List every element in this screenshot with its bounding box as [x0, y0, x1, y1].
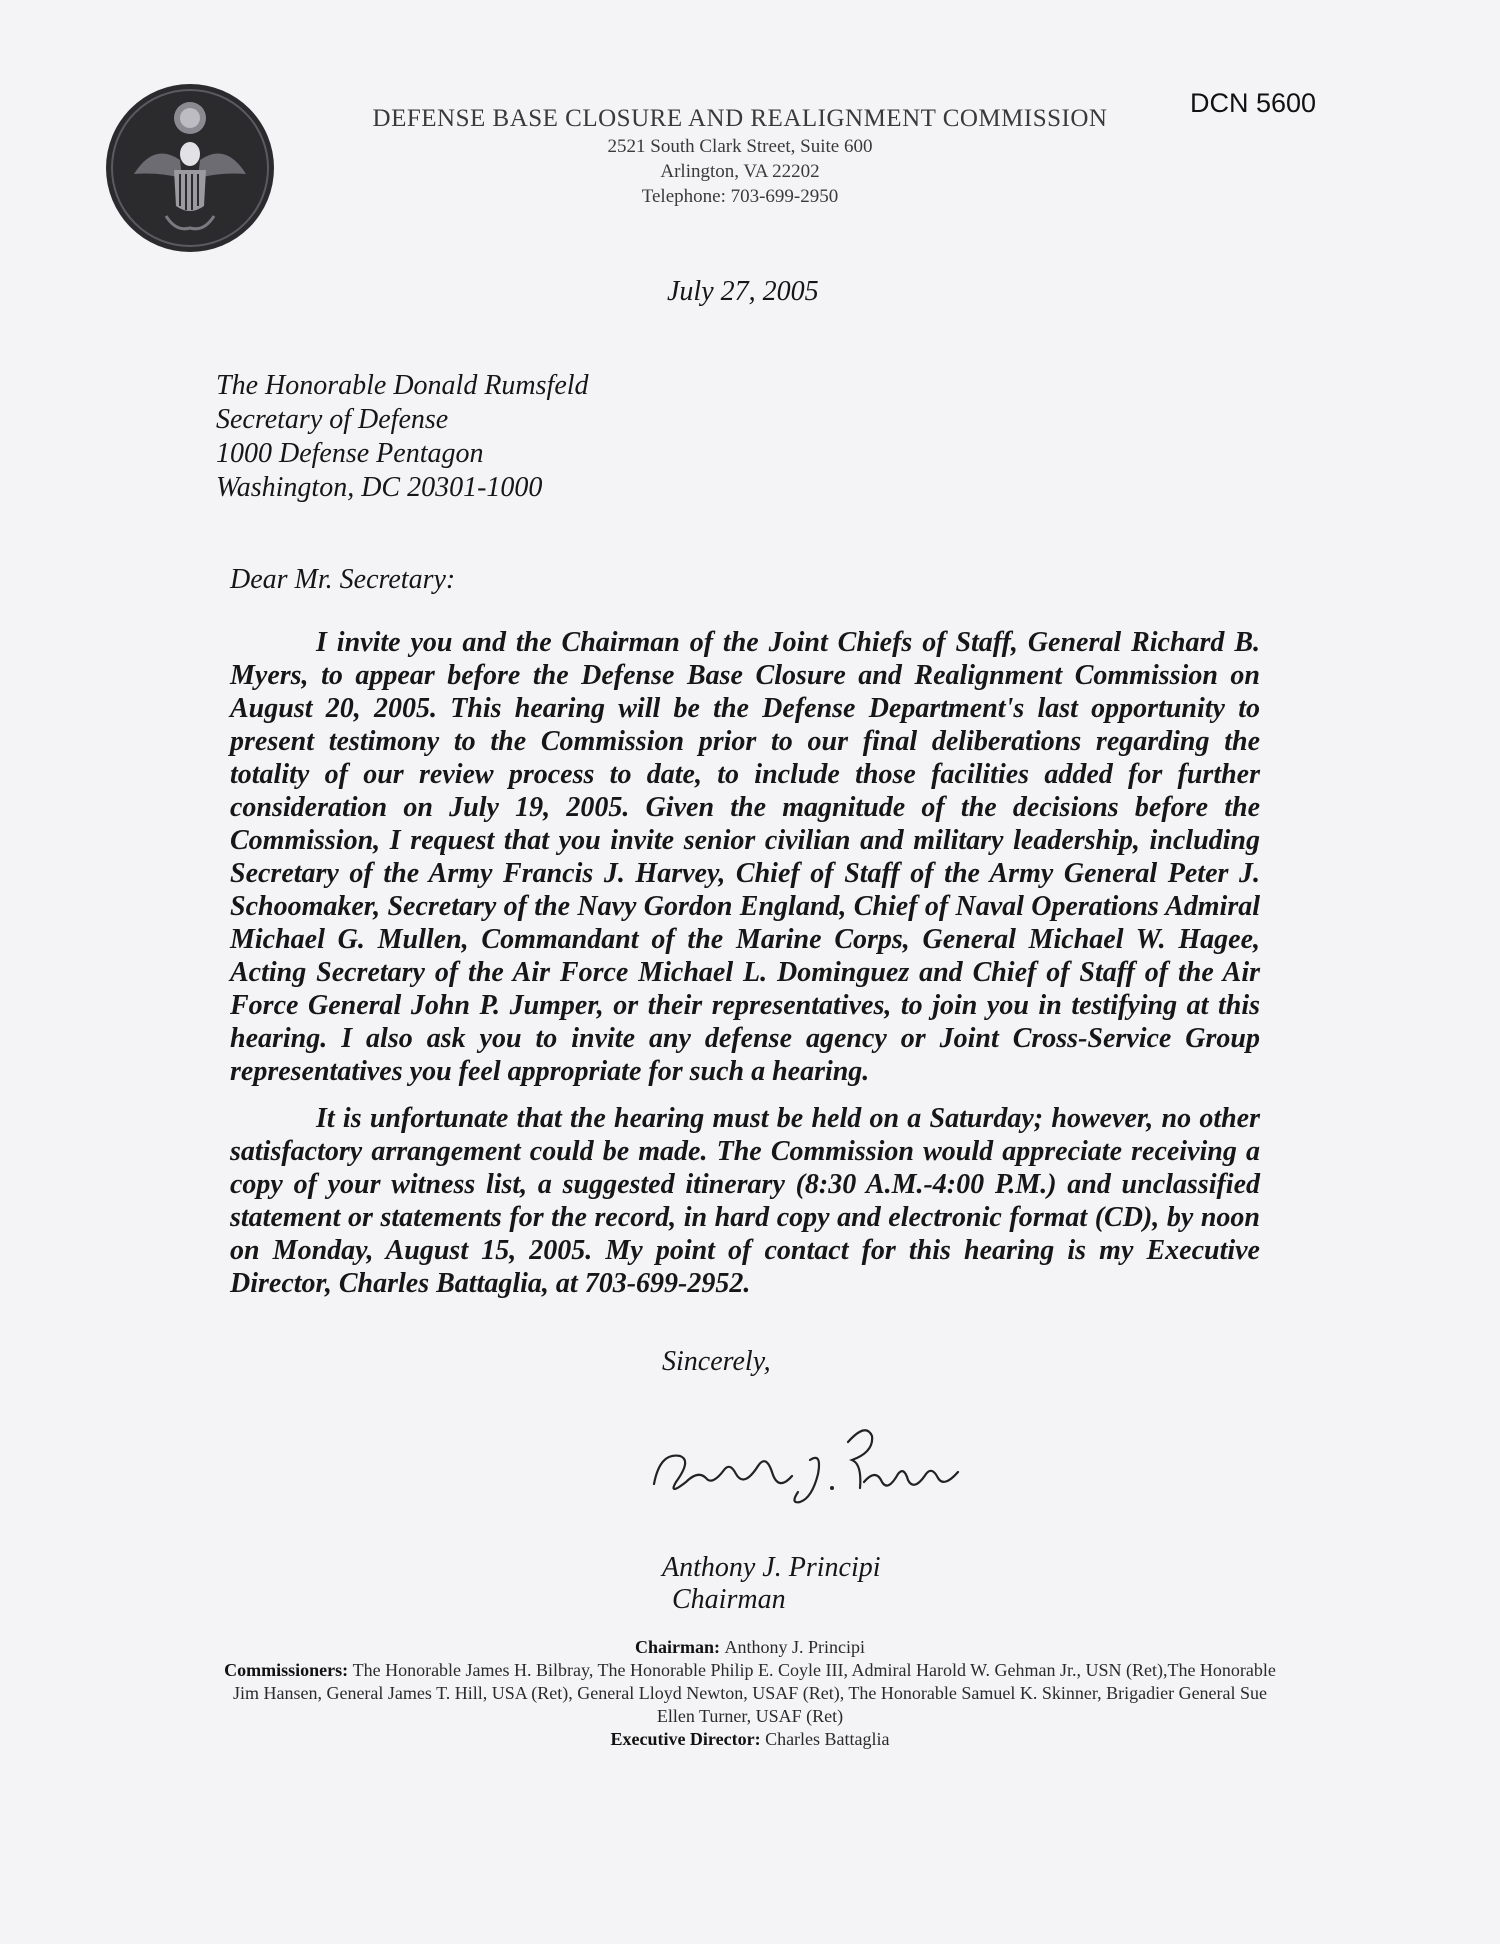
- document-control-number: DCN 5600: [1190, 88, 1317, 118]
- footer-director-line: Executive Director: Charles Battaglia: [610, 1729, 890, 1749]
- address-city: Arlington, VA 22202: [660, 161, 820, 182]
- body-paragraph: I invite you and the Chairman of the Joint Chiefs of Staff, General Richard B. Myers, to appear before the Defense Base Closure and Realignment Commission on August 20, 2005. This hearing will be the Defense Department's last opportunity to present testimony to the Commission prior to our final deliberations regarding the totality of our review process to date, to include those facilities added for further consideration on July 19, 2005. Given the magnitude of the decisions before the Commission, I request that you invite senior civilian and military leadership, including Secretary of the Army Francis J. Harvey, Chief of Staff of the Army General Peter J. Schoomaker, Secretary of the Navy Gordon England, Chief of Naval Operations Admiral Michael G. Mullen, Commandant of the Marine Corps, General Michael W. Hagee, Acting Secretary of the Air Force Michael L. Dominguez and Chief of Staff of the Air Force General John P. Jumper, or their representatives, to join you in testifying at this hearing. I also ask you to invite any defense agency or Joint Cross-Service Group representatives you feel appropriate for such a hearing.: [230, 627, 1260, 1087]
- address-street: 2521 South Clark Street, Suite 600: [607, 136, 873, 157]
- signer-title: Chairman: [672, 1584, 786, 1615]
- footer-director-name: Charles Battaglia: [765, 1729, 890, 1749]
- great-seal-eagle-icon: [104, 82, 276, 254]
- closing: Sincerely,: [662, 1346, 771, 1377]
- recipient-address: [216, 369, 589, 505]
- handwritten-signature: [640, 1412, 980, 1512]
- footer-commissioners-line: Commissioners: The Honorable James H. Bilbray, The Honorable Philip E. Coyle III, Admiral Harold W. Gehman Jr., USN (Ret),The Honorable Jim Hansen, General James T. Hill, USA (Ret), General Lloyd Newton, USAF (Ret), The Honorable Samuel K. Skinner, Brigadier General Sue Ellen Turner, USAF (Ret): [224, 1660, 1276, 1726]
- telephone: Telephone: 703-699-2950: [641, 186, 839, 207]
- footer-chairman-name: Anthony J. Principi: [724, 1637, 866, 1657]
- salutation: Dear Mr. Secretary:: [230, 564, 456, 595]
- footer-chairman-label: Chairman: [634, 1637, 714, 1657]
- letterhead: [350, 104, 1130, 209]
- recipient-city: Washington, DC 20301-1000: [216, 472, 543, 503]
- organization-name: DEFENSE BASE CLOSURE AND REALIGNMENT COMMISSION: [372, 105, 1108, 132]
- footer-chairman-line: Chairman: Anthony J. Principi: [634, 1637, 866, 1657]
- footer-commissioners-list: The Honorable James H. Bilbray, The Honorable Philip E. Coyle III, Admiral Harold W. Gehman Jr., USN (Ret),The Honorable Jim Hansen, General James T. Hill, USA (Ret), General Lloyd Newton, USAF (Ret), The Honorable Samuel K. Skinner, Brigadier General Sue Ellen Turner, USAF (Ret): [232, 1660, 1276, 1726]
- signer-name: Anthony J. Principi: [662, 1552, 881, 1583]
- recipient-street: 1000 Defense Pentagon: [216, 438, 484, 469]
- footer-director-label: Executive Director: [610, 1729, 755, 1749]
- letter-date: July 27, 2005: [667, 276, 819, 307]
- recipient-title: Secretary of Defense: [216, 404, 449, 435]
- footer-commissioners-label: Commissioners: [224, 1660, 343, 1680]
- signer-block: [662, 1552, 881, 1616]
- recipient-name: The Honorable Donald Rumsfeld: [216, 370, 589, 401]
- commission-footer: [220, 1636, 1280, 1751]
- body-paragraph: It is unfortunate that the hearing must be held on a Saturday; however, no other satisfactory arrangement could be made. The Commission would appreciate receiving a copy of your witness list, a suggested itinerary (8:30 A.M.-4:00 P.M.) and unclassified statement or statements for the record, in hard copy and electronic format (CD), by noon on Monday, August 15, 2005. My point of contact for this hearing is my Executive Director, Charles Battaglia, at 703-699-2952.: [230, 1103, 1260, 1299]
